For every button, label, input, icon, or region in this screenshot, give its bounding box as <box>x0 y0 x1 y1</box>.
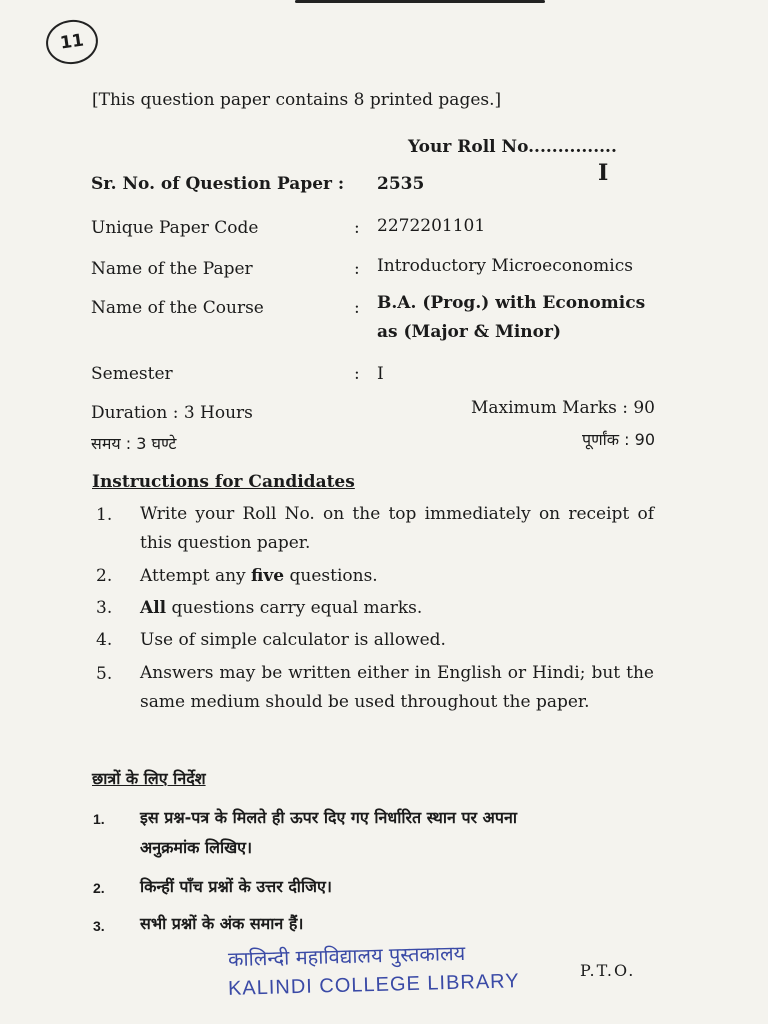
paper-code-label: Unique Paper Code <box>91 218 259 238</box>
please-turn-over: P.T.O. <box>580 961 636 980</box>
maximum-marks-english: Maximum Marks : 90 <box>470 398 655 418</box>
paper-set-marker: I <box>598 160 609 186</box>
instruction-text-part: Attempt any <box>140 566 252 586</box>
circled-page-number <box>43 17 101 68</box>
instruction-text <box>140 598 422 618</box>
paper-code-value: 2272201101 <box>377 216 486 236</box>
hindi-instruction-number: 3. <box>93 918 105 934</box>
instruction-text: Answers may be written either in English or Hindi; but the same medium should be used throughout the paper. <box>140 663 654 712</box>
roll-number-field: Your Roll No............... <box>408 137 617 157</box>
course-name-colon: : <box>354 298 360 318</box>
pages-count-note: [This question paper contains 8 printed pages.] <box>92 90 502 110</box>
hindi-instruction-number: 2. <box>93 880 105 896</box>
course-name-label: Name of the Course <box>91 298 264 318</box>
instruction-text <box>140 566 378 586</box>
instructions-title: Instructions for Candidates <box>92 472 355 492</box>
hindi-instruction-text: किन्हीं पाँच प्रश्नों के उत्तर दीजिए। <box>140 877 332 896</box>
instruction-number: 1. <box>96 505 113 525</box>
instruction-number: 3. <box>96 598 113 618</box>
hindi-instruction-text-line1: इस प्रश्न-पत्र के मिलते ही ऊपर दिए गए निर्धारित स्थान पर अपना <box>140 808 518 827</box>
instruction-text: Use of simple calculator is allowed. <box>140 630 446 650</box>
instruction-emphasis: five <box>251 566 285 586</box>
library-stamp-english: KALINDI COLLEGE LIBRARY <box>227 970 520 1000</box>
paper-name-label: Name of the Paper <box>91 259 253 279</box>
maximum-marks-hindi: पूर्णांक : 90 <box>581 430 655 449</box>
instruction-number: 2. <box>96 566 113 586</box>
page-top-edge-line <box>295 0 545 3</box>
duration-hindi: समय : 3 घण्टे <box>91 434 177 453</box>
hindi-instructions-title: छात्रों के लिए निर्देश <box>92 769 206 788</box>
hindi-instruction-number: 1. <box>93 811 105 827</box>
circled-page-number-text: 11 <box>58 30 86 54</box>
semester-colon: : <box>354 364 360 384</box>
hindi-instruction-text: सभी प्रश्नों के अंक समान हैं। <box>140 914 304 933</box>
instruction-text: Write your Roll No. on the top immediately on receipt of this question paper. <box>140 504 654 553</box>
instruction-text-part: questions carry equal marks. <box>166 598 423 618</box>
instruction-emphasis: All <box>140 598 167 618</box>
instruction-number: 5. <box>96 664 113 684</box>
semester-value: I <box>377 364 384 384</box>
sr-no-label: Sr. No. of Question Paper : <box>91 174 345 194</box>
course-name-value-line1: B.A. (Prog.) with Economics <box>377 293 646 313</box>
instruction-text-part: questions. <box>284 566 378 586</box>
paper-name-value: Introductory Microeconomics <box>377 256 633 276</box>
sr-no-value: 2535 <box>377 174 425 194</box>
instruction-number: 4. <box>96 630 113 650</box>
hindi-instruction-text-line2: अनुक्रमांक लिखिए। <box>140 838 253 857</box>
paper-code-colon: : <box>354 218 360 238</box>
semester-label: Semester <box>91 364 173 384</box>
library-stamp-hindi: कालिन्दी महाविद्यालय पुस्तकालय <box>227 940 466 972</box>
course-name-value-line2: as (Major & Minor) <box>377 322 561 342</box>
duration-english: Duration : 3 Hours <box>91 403 253 423</box>
paper-name-colon: : <box>354 259 360 279</box>
